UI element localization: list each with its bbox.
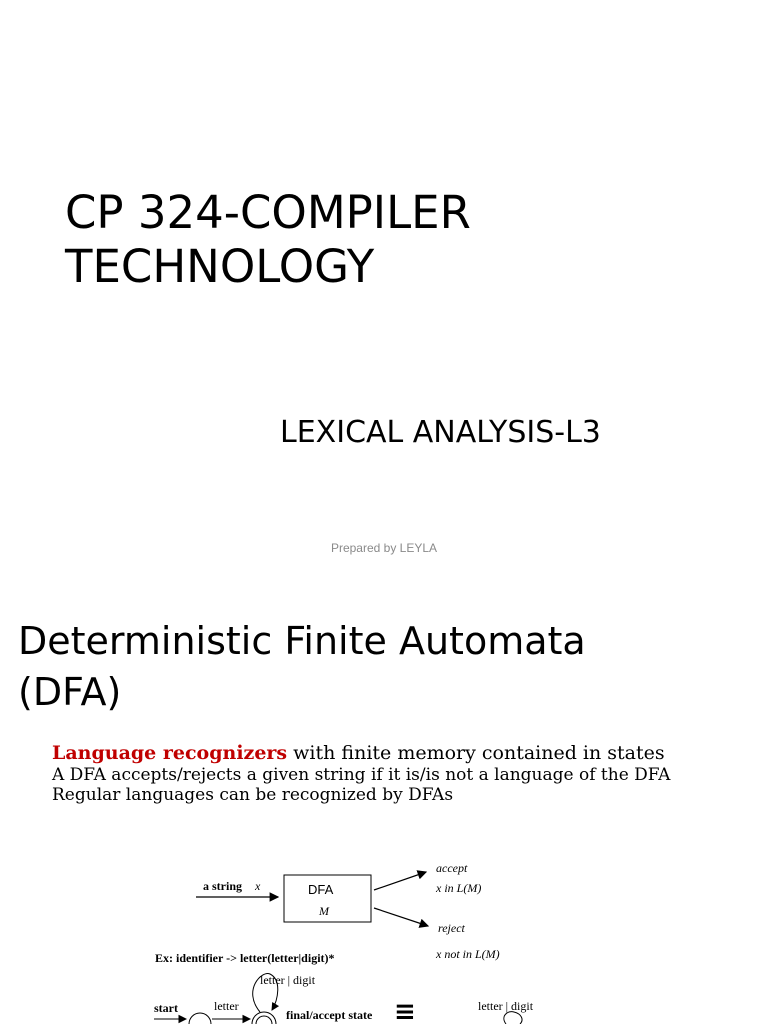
course-title (65, 186, 745, 294)
loop-label: letter | digit (260, 973, 316, 987)
loop-label-right: letter | digit (478, 999, 534, 1013)
course-title-line1: CP 324-COMPILER (65, 186, 471, 239)
accept-condition: x in L(M) (436, 881, 482, 895)
slide-title (18, 616, 748, 718)
slide-title-line2: (DFA) (18, 670, 122, 714)
reject-arrow (374, 908, 428, 926)
reject-condition: x not in L(M) (436, 947, 500, 961)
dfa-diagram (150, 850, 570, 1024)
dfa-box-label: DFA (308, 882, 334, 897)
equivalence-symbol: ≡ (394, 997, 416, 1024)
bullet-item (52, 742, 752, 765)
highlighted-term: Language recognizers (52, 742, 288, 764)
slide-title-line1: Deterministic Finite Automata (18, 619, 586, 663)
bullet-item: A DFA accepts/rejects a given string if it is/is not a language of the DFA (52, 765, 671, 785)
accept-label: accept (436, 861, 468, 875)
dfa-diagram-svg (150, 850, 570, 1024)
start-state (189, 1013, 211, 1024)
dfa-slide (0, 590, 768, 1024)
start-label: start (154, 1001, 178, 1015)
author-footer: Prepared by LEYLA (330, 541, 438, 555)
self-loop-right (504, 1012, 522, 1024)
lecture-subtitle: LEXICAL ANALYSIS-L3 (280, 415, 601, 450)
dfa-box-sub: M (319, 904, 329, 918)
reject-label: reject (438, 921, 465, 935)
bullet-list (52, 742, 752, 805)
edge-label: letter (214, 999, 239, 1013)
input-label: a string (203, 879, 242, 893)
example-regex: Ex: identifier -> letter(letter|digit)* (155, 951, 335, 965)
bullet-text: with finite memory contained in states (287, 742, 665, 764)
course-title-line2: TECHNOLOGY (65, 240, 375, 293)
input-var: x (255, 879, 261, 893)
accept-arrow (374, 872, 426, 890)
bullet-item: Regular languages can be recognized by DFAs (52, 785, 454, 805)
final-state-label: final/accept state (286, 1008, 373, 1022)
